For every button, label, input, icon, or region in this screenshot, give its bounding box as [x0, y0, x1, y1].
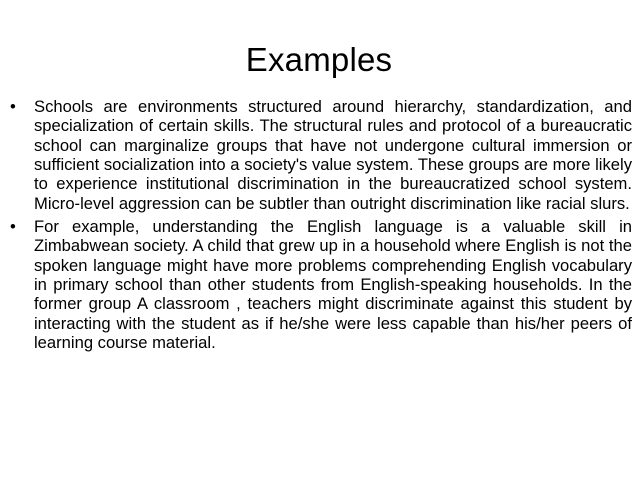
- bullet-icon: •: [10, 97, 16, 116]
- slide-title: Examples: [245, 41, 393, 78]
- bullet-item-schools: [10, 97, 632, 213]
- bullet-item-example: [10, 217, 632, 352]
- bullet-text: For example, understanding the English language is a valuable skill in Zimbabwean society. A child that grew up in a household where English is not the spoken language might have more problems comprehending English vocabulary in primary school than other students from English-speaking households. In the former group A classroom , teachers might discriminate against this student by interacting with the student as if he/she were less capable than his/her peers of learning course material.: [34, 217, 632, 353]
- bullet-list: [10, 97, 632, 356]
- bullet-icon: •: [10, 217, 16, 237]
- bullet-text: Schools are environments structured around hierarchy, standardization, and specialization of certain skills. The structural rules and protocol of a bureaucratic school can marginalize groups that have not undergone cultural immersion or sufficient socialization into a society's value system. These groups are more likely to experience institutional discrimination in the bureaucratized school system. Micro-level aggression can be subtler than outright discrimination like racial slurs.: [34, 97, 632, 213]
